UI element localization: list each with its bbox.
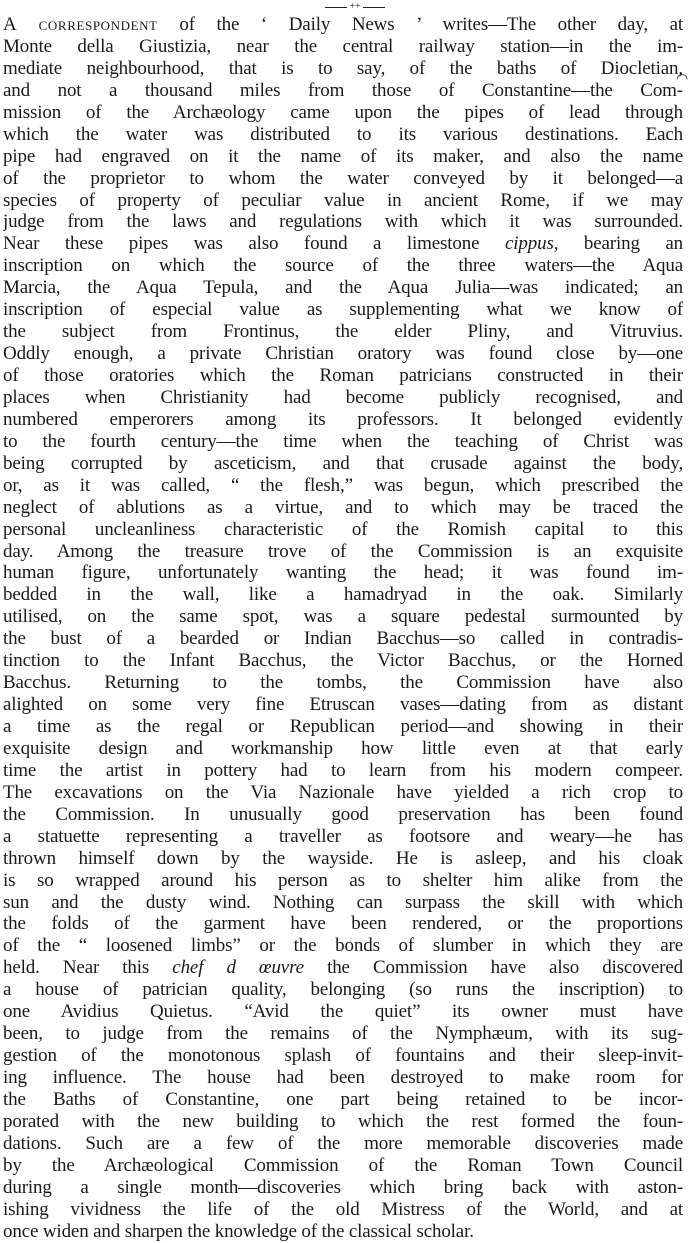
article-line: Near these pipes was also found a limestone cippus, bearing an — [3, 233, 683, 255]
article-line: Monte della Giustizia, near the central railway station—in the im- — [3, 35, 683, 57]
article-body — [3, 14, 683, 1243]
article-line: ishing vividness the life of the old Mistress of the World, and at — [3, 1198, 683, 1220]
italic-term: cippus, — [505, 233, 559, 255]
article-line: which the water was distributed to its various destinations. Each — [3, 123, 683, 145]
article-line: being corrupted by asceticism, and that crusade against the body, — [3, 452, 683, 474]
article-line: Oddly enough, a private Christian oratory was found close by—one — [3, 343, 683, 365]
article-line: a house of patrician quality, belonging (so runs the inscription) to — [3, 979, 683, 1001]
article-line: personal uncleanliness characteristic of the Romish capital to this — [3, 518, 683, 540]
article-line: neglect of ablutions as a virtue, and to which may be traced the — [3, 496, 683, 518]
article-line: Marcia, the Aqua Tepula, and the Aqua Julia—was indicated; an — [3, 277, 683, 299]
article-line: the Commission. In unusually good preservation has been found — [3, 803, 683, 825]
article-line: alighted on some very fine Etruscan vases—dating from as distant — [3, 694, 683, 716]
article-line: inscription on which the source of the three waters—the Aqua — [3, 255, 683, 277]
divider-ornament: ++ — [349, 1, 361, 12]
article-line: held. Near this chef d œuvre the Commission have also discovered — [3, 957, 683, 979]
article-line: the Baths of Constantine, one part being retained to be incor- — [3, 1088, 683, 1110]
article-line: tinction to the Infant Bacchus, the Victor Bacchus, or the Horned — [3, 650, 683, 672]
article-line: dations. Such are a few of the more memorable discoveries made — [3, 1132, 683, 1154]
article-line: inscription of especial value as supplementing what we know of — [3, 299, 683, 321]
section-divider — [325, 3, 385, 13]
article-line: the folds of the garment have been rendered, or the proportions — [3, 913, 683, 935]
article-line: bedded in the wall, like a hamadryad in the oak. Similarly — [3, 584, 683, 606]
margin-smudge-icon: ◠ — [676, 72, 689, 87]
article-line: of the “ loosened limbs” or the bonds of slumber in which they are — [3, 935, 683, 957]
article-line: the bust of a bearded or Indian Bacchus—so called in contradis- — [3, 628, 683, 650]
article-line: by the Archæological Commission of the Roman Town Council — [3, 1154, 683, 1176]
article-line: sun and the dusty wind. Nothing can surpass the skill with which — [3, 891, 683, 913]
lead-word: A correspondent — [3, 14, 158, 35]
article-line: utilised, on the same spot, was a square pedestal surmounted by — [3, 606, 683, 628]
article-line: and not a thousand miles from those of Constantine—the Com- — [3, 79, 683, 101]
article-line: ing influence. The house had been destroyed to make room for — [3, 1067, 683, 1088]
divider-rule-left — [325, 7, 347, 8]
article-line: during a single month—discoveries which bring back with aston- — [3, 1176, 683, 1198]
article-line: species of property of peculiar value in ancient Rome, if we may — [3, 189, 683, 211]
divider-rule-right — [363, 7, 385, 8]
article-line: the subject from Frontinus, the elder Pliny, and Vitruvius. — [3, 321, 683, 343]
article-line: pipe had engraved on it the name of its maker, and also the name — [3, 145, 683, 167]
article-line: gestion of the monotonous splash of fountains and their sleep-invit- — [3, 1045, 683, 1067]
article-line: time the artist in pottery had to learn from his modern compeer. — [3, 759, 683, 781]
article-line: places when Christianity had become publicly recognised, and — [3, 386, 683, 408]
article-line: exquisite design and workmanship how little even at that early — [3, 737, 683, 759]
article-line: is so wrapped around his person as to shelter him alike from the — [3, 869, 683, 891]
article-line: mediate neighbourhood, that is to say, of the baths of Diocletian, — [3, 57, 683, 79]
article-line: numbered emperorers among its professors. It belonged evidently — [3, 408, 683, 430]
article-line: of the proprietor to whom the water conveyed by it belonged—a — [3, 167, 683, 189]
article-line: judge from the laws and regulations with which it was surrounded. — [3, 211, 683, 233]
article-line: a statuette representing a traveller as footsore and weary—he has — [3, 825, 683, 847]
article-line: been, to judge from the remains of the Nymphæum, with its sug- — [3, 1023, 683, 1045]
article-line: once widen and sharpen the knowledge of the classical scholar. — [3, 1220, 474, 1242]
article-line: human figure, unfortunately wanting the head; it was found im- — [3, 562, 683, 584]
article-line: a time as the regal or Republican period—and showing in their — [3, 716, 683, 737]
article-line: thrown himself down by the wayside. He is asleep, and his cloak — [3, 847, 683, 869]
article-line: of those oratories which the Roman patricians constructed in their — [3, 365, 683, 386]
article-line: day. Among the treasure trove of the Commission is an exquisite — [3, 540, 683, 562]
article-line: mission of the Archæology came upon the pipes of lead through — [3, 101, 683, 123]
article-line: porated with the new building to which the rest formed the foun- — [3, 1110, 683, 1132]
article-line: one Avidius Quietus. “Avid the quiet” its owner must have — [3, 1001, 683, 1023]
article-line: or, as it was called, “ the flesh,” was begun, which prescribed the — [3, 474, 683, 496]
article-line: The excavations on the Via Nazionale have yielded a rich crop to — [3, 781, 683, 803]
article-line: Bacchus. Returning to the tombs, the Commission have also — [3, 672, 683, 694]
article-line: to the fourth century—the time when the teaching of Christ was — [3, 430, 683, 452]
article-line: A correspondent of the ‘ Daily News ’ writes—The other day, at — [3, 14, 683, 35]
italic-term: chef d œuvre — [172, 957, 304, 979]
